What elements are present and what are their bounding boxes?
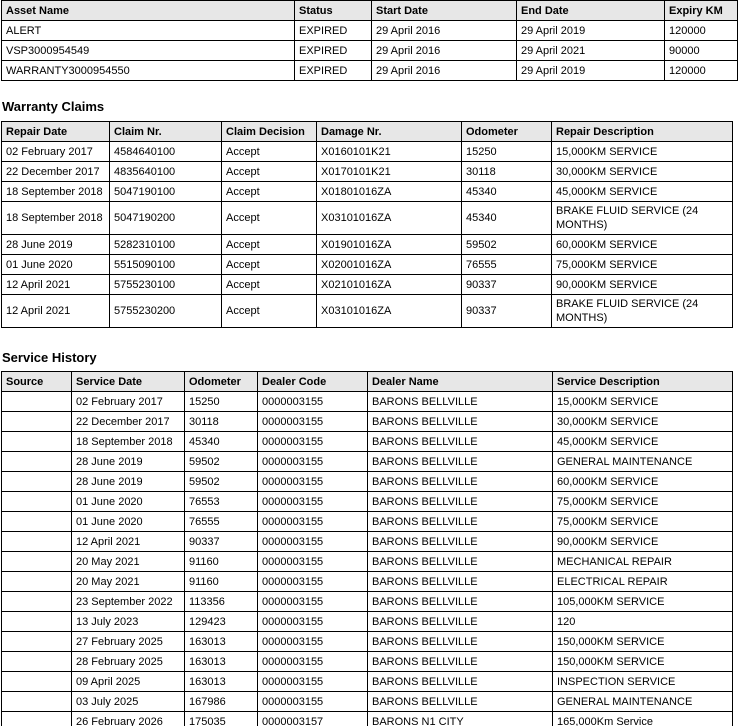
- table-cell: 0000003155: [258, 592, 368, 612]
- table-cell: 5515090100: [110, 255, 222, 275]
- table-cell: Accept: [222, 182, 317, 202]
- table-row: [2, 492, 733, 512]
- table-cell: 4584640100: [110, 142, 222, 162]
- table-cell: Accept: [222, 162, 317, 182]
- table-cell: Accept: [222, 235, 317, 255]
- table-cell: [2, 392, 72, 412]
- table-cell: 15,000KM SERVICE: [553, 392, 733, 412]
- table-cell: 29 April 2016: [372, 21, 517, 41]
- table-cell: 90337: [462, 295, 552, 328]
- table-row: [2, 202, 733, 235]
- table-cell: 76553: [185, 492, 258, 512]
- table-cell: 45,000KM SERVICE: [552, 182, 733, 202]
- table-cell: 13 July 2023: [72, 612, 185, 632]
- table-cell: 5282310100: [110, 235, 222, 255]
- table-cell: Accept: [222, 202, 317, 235]
- table-cell: 28 June 2019: [2, 235, 110, 255]
- table-cell: 75,000KM SERVICE: [552, 255, 733, 275]
- table-cell: 0000003155: [258, 472, 368, 492]
- table-cell: BARONS N1 CITY: [368, 712, 553, 726]
- table-cell: 163013: [185, 652, 258, 672]
- table-row: [2, 275, 733, 295]
- table-cell: ALERT: [2, 21, 295, 41]
- column-header: Repair Date: [2, 122, 110, 142]
- header-row: [2, 122, 733, 142]
- table-cell: BARONS BELLVILLE: [368, 432, 553, 452]
- table-cell: 29 April 2016: [372, 41, 517, 61]
- table-cell: 91160: [185, 572, 258, 592]
- table-cell: BARONS BELLVILLE: [368, 632, 553, 652]
- table-row: [2, 235, 733, 255]
- table-cell: 0000003155: [258, 652, 368, 672]
- column-header: Odometer: [185, 372, 258, 392]
- table-row: [2, 652, 733, 672]
- table-cell: 163013: [185, 632, 258, 652]
- table-cell: 0000003155: [258, 692, 368, 712]
- table-cell: 29 April 2021: [517, 41, 665, 61]
- table-cell: 60,000KM SERVICE: [552, 235, 733, 255]
- table-cell: [2, 512, 72, 532]
- table-cell: [2, 652, 72, 672]
- table-cell: [2, 552, 72, 572]
- table-cell: 90337: [462, 275, 552, 295]
- table-cell: BARONS BELLVILLE: [368, 452, 553, 472]
- table-cell: 113356: [185, 592, 258, 612]
- table-cell: 75,000KM SERVICE: [553, 492, 733, 512]
- table-row: [2, 41, 738, 61]
- table-cell: X02001016ZA: [317, 255, 462, 275]
- asset-table: [1, 0, 738, 81]
- table-row: [2, 632, 733, 652]
- table-cell: 45340: [462, 182, 552, 202]
- table-cell: 09 April 2025: [72, 672, 185, 692]
- table-cell: 45,000KM SERVICE: [553, 432, 733, 452]
- table-cell: BARONS BELLVILLE: [368, 512, 553, 532]
- table-cell: 150,000KM SERVICE: [553, 632, 733, 652]
- table-cell: 26 February 2026: [72, 712, 185, 726]
- table-cell: BARONS BELLVILLE: [368, 572, 553, 592]
- table-cell: 76555: [462, 255, 552, 275]
- table-cell: 28 June 2019: [72, 472, 185, 492]
- column-header: End Date: [517, 1, 665, 21]
- table-row: [2, 21, 738, 41]
- table-cell: [2, 712, 72, 726]
- table-cell: 12 April 2021: [72, 532, 185, 552]
- table-cell: BARONS BELLVILLE: [368, 652, 553, 672]
- table-cell: 01 June 2020: [2, 255, 110, 275]
- table-cell: 165,000Km Service: [553, 712, 733, 726]
- table-cell: 15,000KM SERVICE: [552, 142, 733, 162]
- table-cell: 45340: [185, 432, 258, 452]
- table-cell: ELECTRICAL REPAIR: [553, 572, 733, 592]
- table-cell: 105,000KM SERVICE: [553, 592, 733, 612]
- service-history-heading: Service History: [2, 350, 97, 365]
- column-header: Repair Description: [552, 122, 733, 142]
- table-cell: [2, 452, 72, 472]
- table-cell: 22 December 2017: [2, 162, 110, 182]
- table-cell: [2, 532, 72, 552]
- table-cell: 0000003155: [258, 512, 368, 532]
- column-header: Start Date: [372, 1, 517, 21]
- table-cell: 120000: [665, 21, 738, 41]
- column-header: Source: [2, 372, 72, 392]
- table-cell: [2, 672, 72, 692]
- service-history-table: [1, 371, 733, 726]
- table-row: [2, 182, 733, 202]
- table-cell: [2, 592, 72, 612]
- table-cell: 02 February 2017: [2, 142, 110, 162]
- table-cell: 0000003155: [258, 572, 368, 592]
- table-cell: EXPIRED: [295, 61, 372, 81]
- table-cell: 59502: [185, 472, 258, 492]
- table-cell: 5047190200: [110, 202, 222, 235]
- table-cell: INSPECTION SERVICE: [553, 672, 733, 692]
- table-cell: [2, 492, 72, 512]
- table-cell: 120: [553, 612, 733, 632]
- table-cell: 0000003157: [258, 712, 368, 726]
- table-cell: [2, 692, 72, 712]
- table-cell: 75,000KM SERVICE: [553, 512, 733, 532]
- table-cell: 0000003155: [258, 552, 368, 572]
- table-cell: [2, 412, 72, 432]
- table-cell: Accept: [222, 255, 317, 275]
- table-cell: 0000003155: [258, 632, 368, 652]
- table-cell: X03101016ZA: [317, 295, 462, 328]
- table-row: [2, 512, 733, 532]
- table-cell: Accept: [222, 142, 317, 162]
- table-row: [2, 61, 738, 81]
- table-cell: 0000003155: [258, 672, 368, 692]
- table-cell: 28 February 2025: [72, 652, 185, 672]
- table-cell: Accept: [222, 295, 317, 328]
- table-cell: 4835640100: [110, 162, 222, 182]
- column-header: Dealer Name: [368, 372, 553, 392]
- table-cell: 150,000KM SERVICE: [553, 652, 733, 672]
- table-cell: [2, 432, 72, 452]
- table-row: [2, 295, 733, 328]
- table-cell: [2, 572, 72, 592]
- table-cell: 20 May 2021: [72, 552, 185, 572]
- table-cell: 30118: [462, 162, 552, 182]
- table-cell: 18 September 2018: [72, 432, 185, 452]
- table-cell: 30,000KM SERVICE: [553, 412, 733, 432]
- table-cell: BRAKE FLUID SERVICE (24 MONTHS): [552, 202, 733, 235]
- table-cell: 90000: [665, 41, 738, 61]
- table-cell: BARONS BELLVILLE: [368, 532, 553, 552]
- table-cell: 5755230200: [110, 295, 222, 328]
- table-cell: 5755230100: [110, 275, 222, 295]
- table-cell: 22 December 2017: [72, 412, 185, 432]
- table-cell: 59502: [185, 452, 258, 472]
- table-cell: 167986: [185, 692, 258, 712]
- table-cell: 18 September 2018: [2, 182, 110, 202]
- table-row: [2, 612, 733, 632]
- table-row: [2, 432, 733, 452]
- table-cell: 28 June 2019: [72, 452, 185, 472]
- table-cell: 20 May 2021: [72, 572, 185, 592]
- table-row: [2, 572, 733, 592]
- table-cell: 29 April 2016: [372, 61, 517, 81]
- table-row: [2, 672, 733, 692]
- table-cell: [2, 612, 72, 632]
- table-cell: GENERAL MAINTENANCE: [553, 692, 733, 712]
- table-cell: X03101016ZA: [317, 202, 462, 235]
- table-row: [2, 552, 733, 572]
- table-cell: X0160101K21: [317, 142, 462, 162]
- table-cell: 90,000KM SERVICE: [552, 275, 733, 295]
- table-cell: 0000003155: [258, 412, 368, 432]
- table-cell: Accept: [222, 275, 317, 295]
- table-cell: 91160: [185, 552, 258, 572]
- column-header: Claim Nr.: [110, 122, 222, 142]
- table-cell: WARRANTY3000954550: [2, 61, 295, 81]
- column-header: Claim Decision: [222, 122, 317, 142]
- table-cell: 01 June 2020: [72, 512, 185, 532]
- table-row: [2, 142, 733, 162]
- column-header: Service Date: [72, 372, 185, 392]
- table-cell: BRAKE FLUID SERVICE (24 MONTHS): [552, 295, 733, 328]
- table-cell: 0000003155: [258, 612, 368, 632]
- table-cell: 12 April 2021: [2, 275, 110, 295]
- table-cell: 01 June 2020: [72, 492, 185, 512]
- table-cell: 15250: [185, 392, 258, 412]
- table-row: [2, 592, 733, 612]
- table-row: [2, 412, 733, 432]
- table-cell: X01801016ZA: [317, 182, 462, 202]
- table-cell: 02 February 2017: [72, 392, 185, 412]
- table-row: [2, 452, 733, 472]
- table-row: [2, 472, 733, 492]
- table-cell: MECHANICAL REPAIR: [553, 552, 733, 572]
- table-cell: BARONS BELLVILLE: [368, 672, 553, 692]
- table-cell: 5047190100: [110, 182, 222, 202]
- table-row: [2, 392, 733, 412]
- table-cell: X01901016ZA: [317, 235, 462, 255]
- column-header: Status: [295, 1, 372, 21]
- table-cell: 0000003155: [258, 492, 368, 512]
- table-cell: [2, 472, 72, 492]
- table-cell: 163013: [185, 672, 258, 692]
- header-row: [2, 1, 738, 21]
- warranty-claims-heading: Warranty Claims: [2, 99, 105, 114]
- table-cell: 18 September 2018: [2, 202, 110, 235]
- column-header: Damage Nr.: [317, 122, 462, 142]
- table-cell: 23 September 2022: [72, 592, 185, 612]
- table-cell: 45340: [462, 202, 552, 235]
- table-row: [2, 712, 733, 726]
- table-cell: 12 April 2021: [2, 295, 110, 328]
- column-header: Dealer Code: [258, 372, 368, 392]
- table-cell: 120000: [665, 61, 738, 81]
- table-cell: 27 February 2025: [72, 632, 185, 652]
- table-cell: 29 April 2019: [517, 61, 665, 81]
- table-cell: VSP3000954549: [2, 41, 295, 61]
- table-cell: 30,000KM SERVICE: [552, 162, 733, 182]
- table-cell: BARONS BELLVILLE: [368, 392, 553, 412]
- header-row: [2, 372, 733, 392]
- table-cell: 0000003155: [258, 432, 368, 452]
- table-cell: 76555: [185, 512, 258, 532]
- warranty-claims-table: [1, 121, 733, 328]
- column-header: Asset Name: [2, 1, 295, 21]
- table-cell: 0000003155: [258, 532, 368, 552]
- table-cell: BARONS BELLVILLE: [368, 592, 553, 612]
- table-row: [2, 532, 733, 552]
- table-cell: 29 April 2019: [517, 21, 665, 41]
- table-cell: BARONS BELLVILLE: [368, 612, 553, 632]
- table-cell: BARONS BELLVILLE: [368, 492, 553, 512]
- table-cell: 175035: [185, 712, 258, 726]
- table-cell: 90,000KM SERVICE: [553, 532, 733, 552]
- column-header: Expiry KM: [665, 1, 738, 21]
- table-cell: 30118: [185, 412, 258, 432]
- table-cell: 15250: [462, 142, 552, 162]
- table-cell: 90337: [185, 532, 258, 552]
- table-cell: EXPIRED: [295, 21, 372, 41]
- column-header: Odometer: [462, 122, 552, 142]
- table-cell: GENERAL MAINTENANCE: [553, 452, 733, 472]
- table-cell: 0000003155: [258, 452, 368, 472]
- table-cell: 03 July 2025: [72, 692, 185, 712]
- column-header: Service Description: [553, 372, 733, 392]
- table-row: [2, 692, 733, 712]
- table-cell: EXPIRED: [295, 41, 372, 61]
- table-cell: [2, 632, 72, 652]
- table-cell: BARONS BELLVILLE: [368, 692, 553, 712]
- table-cell: 129423: [185, 612, 258, 632]
- table-cell: X02101016ZA: [317, 275, 462, 295]
- table-cell: 60,000KM SERVICE: [553, 472, 733, 492]
- table-cell: X0170101K21: [317, 162, 462, 182]
- table-cell: 59502: [462, 235, 552, 255]
- table-cell: BARONS BELLVILLE: [368, 552, 553, 572]
- table-cell: BARONS BELLVILLE: [368, 412, 553, 432]
- table-cell: 0000003155: [258, 392, 368, 412]
- table-cell: BARONS BELLVILLE: [368, 472, 553, 492]
- table-row: [2, 255, 733, 275]
- table-row: [2, 162, 733, 182]
